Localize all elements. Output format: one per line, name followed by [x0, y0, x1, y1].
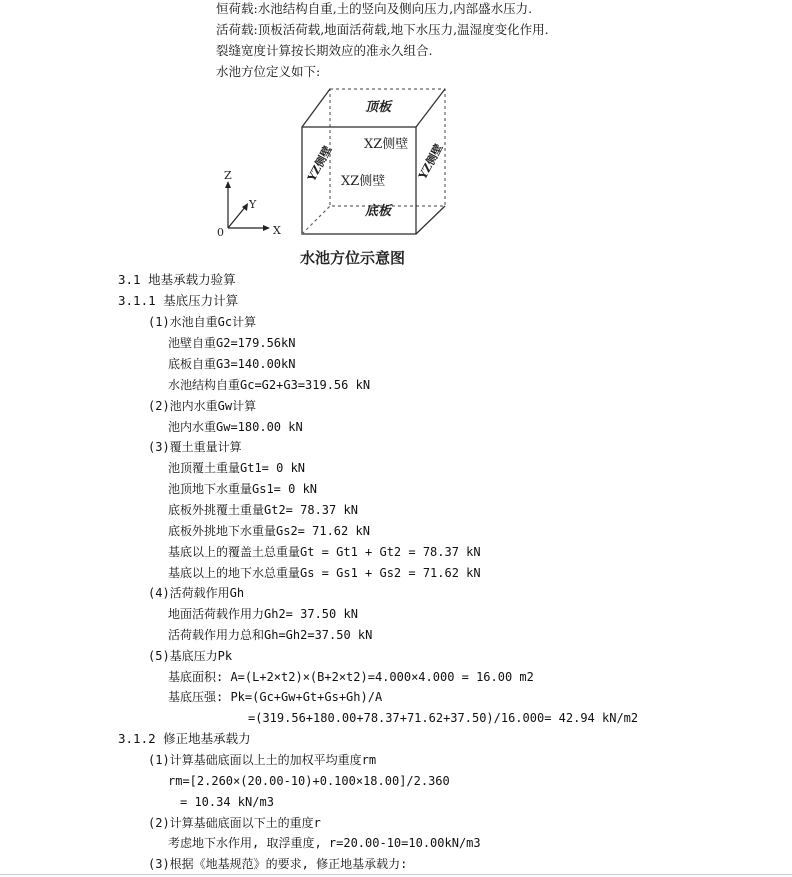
- intro-crack-note: 裂缝宽度计算按长期效应的准永久组合.: [216, 43, 433, 58]
- self-weight-title: (1)水池自重Gc计算: [148, 315, 257, 329]
- base-area: 基底面积: A=(L+2×t2)×(B+2×t2)=4.000×4.000 = 16.00 m2: [168, 670, 534, 684]
- pressure-title: (5)基底压力Pk: [148, 649, 233, 663]
- z-axis-arrow: [225, 181, 231, 188]
- intro-live-load: 活荷载:顶板活荷载,地面活荷载,地下水压力,温湿度变化作用.: [216, 22, 549, 37]
- pk-formula: 基底压强: Pk=(Gc+Gw+Gt+Gs+Gh)/A: [168, 690, 383, 704]
- xz-front-wall-label: XZ侧壁: [341, 174, 386, 189]
- soil-gt2: 底板外挑覆土重量Gt2= 78.37 kN: [168, 503, 358, 517]
- step1-result: = 10.34 kN/m3: [180, 795, 274, 809]
- soil-gs-total: 基底以上的地下水总重量Gs = Gs1 + Gs2 = 71.62 kN: [168, 566, 481, 580]
- step2-title: (2)计算基础底面以下土的重度r: [148, 816, 321, 830]
- box-edge: [416, 206, 445, 234]
- z-axis-label: Z: [224, 169, 232, 182]
- diagram-caption: 水池方位示意图: [300, 249, 406, 267]
- x-axis-label: X: [273, 224, 281, 237]
- step2-text: 考虑地下水作用, 取浮重度, r=20.00-10=10.00kN/m3: [168, 836, 481, 850]
- bottom-face-label: 底板: [365, 204, 392, 219]
- soil-gs1: 池顶地下水重量Gs1= 0 kN: [168, 482, 318, 496]
- soil-gt-total: 基底以上的覆盖土总重量Gt = Gt1 + Gt2 = 78.37 kN: [168, 545, 481, 559]
- pk-value: =(319.56+180.00+78.37+71.62+37.50)/16.000= 42.94 kN/m2: [248, 711, 639, 725]
- x-axis-arrow: [263, 225, 270, 231]
- y-axis: [228, 206, 246, 228]
- y-axis-label: Y: [249, 198, 257, 211]
- box-edge: [302, 89, 330, 127]
- yz-right-wall-label: YZ侧壁: [416, 141, 446, 182]
- live-load-gh: 活荷载作用力总和Gh=Gh2=37.50 kN: [168, 628, 373, 642]
- section-3-1-2-heading: 3.1.2 修正地基承载力: [118, 731, 251, 746]
- top-face-label: 顶板: [365, 100, 392, 115]
- structure-weight: 水池结构自重Gc=G2+G3=319.56 kN: [168, 378, 371, 392]
- yz-left-wall-label: YZ侧壁: [305, 143, 335, 184]
- intro-dead-load: 恒荷载:水池结构自重,土的竖向及侧向压力,内部盛水压力.: [216, 1, 533, 16]
- xz-back-wall-label: XZ侧壁: [364, 137, 409, 152]
- tank-orientation-diagram: [210, 82, 450, 272]
- origin-label: 0: [217, 226, 224, 239]
- intro-orientation: 水池方位定义如下:: [216, 64, 321, 79]
- soil-gs2: 底板外挑地下水重量Gs2= 71.62 kN: [168, 524, 370, 538]
- soil-title: (3)覆土重量计算: [148, 440, 242, 454]
- live-load-gh2: 地面活荷载作用力Gh2= 37.50 kN: [168, 607, 358, 621]
- water-weight: 池内水重Gw=180.00 kN: [168, 420, 303, 434]
- step1-formula: rm=[2.260×(20.00-10)+0.100×18.00]/2.360: [168, 774, 450, 788]
- live-load-title: (4)活荷载作用Gh: [148, 586, 245, 600]
- box-edge-hidden: [302, 206, 330, 234]
- section-3-1-heading: 3.1 地基承载力验算: [118, 272, 236, 287]
- slab-weight: 底板自重G3=140.00kN: [168, 357, 296, 371]
- page-bottom-rule: [0, 874, 792, 875]
- step1-title: (1)计算基础底面以上土的加权平均重度rm: [148, 753, 377, 767]
- water-title: (2)池内水重Gw计算: [148, 399, 257, 413]
- soil-gt1: 池顶覆土重量Gt1= 0 kN: [168, 461, 306, 475]
- wall-weight: 池壁自重G2=179.56kN: [168, 336, 296, 350]
- section-3-1-1-heading: 3.1.1 基底压力计算: [118, 293, 239, 308]
- step3-title: (3)根据《地基规范》的要求, 修正地基承载力:: [148, 857, 408, 871]
- box-edge: [416, 89, 445, 127]
